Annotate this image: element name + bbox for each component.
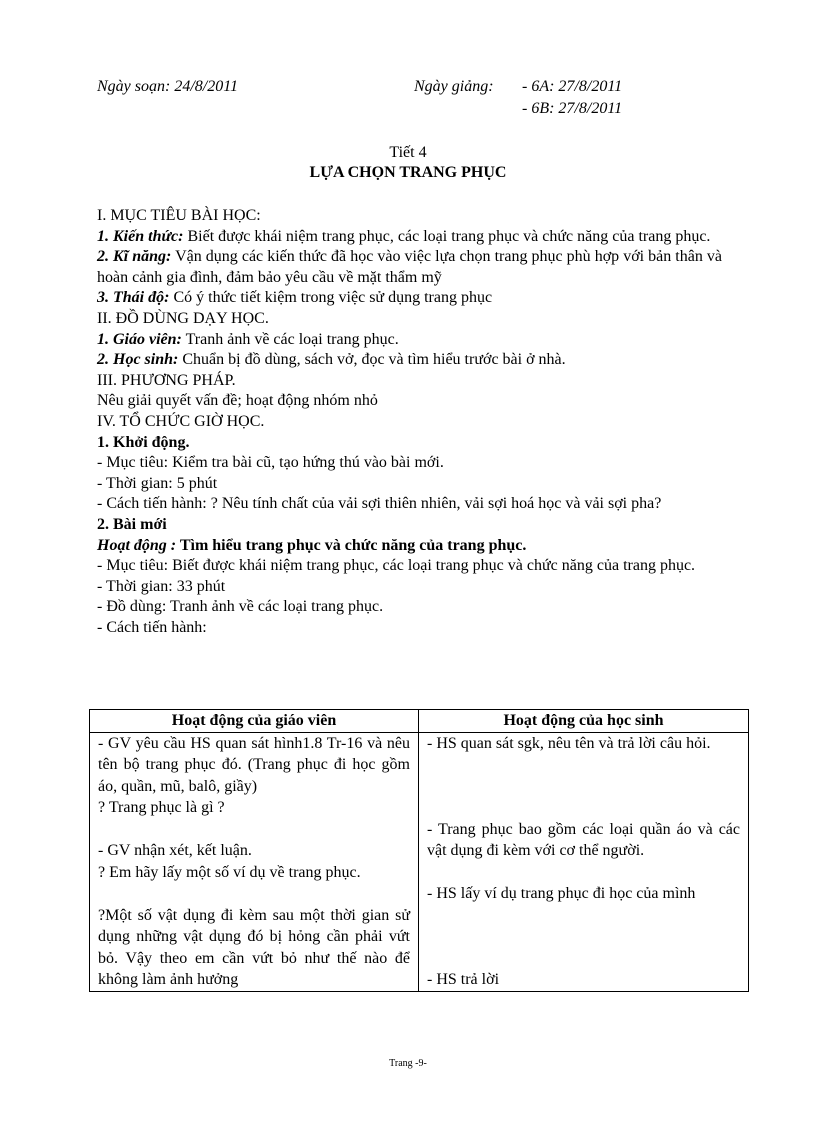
skill-text: Vận dụng các kiến thức đã học vào việc lựa chọn trang phục phù hợp với bản thân và hoàn cảnh gia đình, đảm bảo yêu cầu về mặt thẩm mỹ [97, 248, 722, 286]
knowledge-item [97, 227, 722, 248]
student-step-4: - HS trả lời [427, 971, 500, 988]
col-teacher-header: Hoạt động của giáo viên [90, 710, 419, 733]
teacher-step-1: - GV yêu cầu HS quan sát hình1.8 Tr-16 và nêu tên bộ trang phục đó. (Trang phục đi học gồm áo, quần, mũ, balô, giầy) [98, 734, 410, 795]
activity-time: - Thời gian: 33 phút [97, 577, 226, 595]
student-activity-cell [419, 732, 749, 991]
teacher-activity-cell [90, 732, 419, 991]
teacher-text: Tranh ảnh về các loại trang phục. [181, 330, 399, 348]
teacher-step-5: ?Một số vật dụng đi kèm sau một thời gian sử dụng những vật dụng đó bị hỏng cần phải vứt bỏ. Vậy theo em cần vứt bỏ như thế nào để không làm ảnh hưởng [98, 906, 410, 988]
prep-date: Ngày soạn: 24/8/2011 [97, 78, 239, 95]
activity-materials: - Đồ dùng: Tranh ảnh về các loại trang phục. [97, 598, 384, 616]
attitude-text: Có ý thức tiết kiệm trong việc sử dụng trang phục [169, 289, 493, 307]
col-student-header: Hoạt động của học sinh [419, 710, 749, 733]
knowledge-text: Biết được khái niệm trang phục, các loại trang phục và chức năng của trang phục. [183, 227, 711, 245]
lesson-number: Tiết 4 [389, 144, 427, 161]
teacher-step-3: - GV nhận xét, kết luận. [98, 842, 252, 859]
student-item [97, 350, 722, 371]
student-step-1: - HS quan sát sgk, nêu tên và trả lời câu hỏi. [427, 734, 711, 752]
table-header-row [90, 710, 749, 733]
activity-table [89, 709, 749, 992]
document-body [97, 206, 722, 638]
student-text: Chuẩn bị đồ dùng, sách vở, đọc và tìm hiểu trước bài ở nhà. [178, 351, 566, 369]
activity-title: Tìm hiểu trang phục và chức năng của trang phục. [176, 536, 527, 554]
student-step-2: - Trang phục bao gồm các loại quần áo và các vật dụng đi kèm với cơ thể người. [427, 820, 740, 859]
table-row [90, 732, 749, 991]
teach-date-6b: - 6B: 27/8/2011 [522, 100, 623, 117]
page-number: Trang -9- [389, 1058, 427, 1069]
teacher-step-4: ? Em hãy lấy một số ví dụ về trang phục. [98, 863, 361, 881]
attitude-item [97, 288, 722, 309]
teacher-label: 1. Giáo viên: [97, 330, 182, 348]
new-lesson-heading: 2. Bài mới [97, 515, 167, 533]
warmup-method: - Cách tiến hành: ? Nêu tính chất của vải sợi thiên nhiên, vải sợi hoá học và vải sợi pha? [97, 495, 662, 513]
attitude-label: 3. Thái độ: [97, 289, 170, 307]
section-method-heading: III. PHƯƠNG PHÁP. [97, 371, 236, 389]
knowledge-label: 1. Kiến thức: [97, 227, 184, 245]
activity-goal: - Mục tiêu: Biết được khái niệm trang phục, các loại trang phục và chức năng của trang phục. [97, 557, 696, 575]
section-method-text: Nêu giải quyết vấn đề; hoạt động nhóm nhỏ [97, 392, 378, 410]
activity-method: - Cách tiến hành: [97, 618, 207, 636]
student-label: 2. Học sinh: [97, 351, 179, 369]
skill-label: 2. Kĩ năng: [97, 248, 172, 266]
skill-item [97, 247, 722, 288]
section-objectives-heading: I. MỤC TIÊU BÀI HỌC: [97, 207, 261, 224]
teach-date-6a: - 6A: 27/8/2011 [522, 78, 623, 95]
warmup-heading: 1. Khởi động. [97, 433, 190, 451]
section-materials-heading: II. ĐỒ DÙNG DẠY HỌC. [97, 309, 269, 327]
teach-date-label: Ngày giảng: [414, 78, 494, 95]
activity-heading [97, 536, 722, 557]
warmup-time: - Thời gian: 5 phút [97, 474, 218, 492]
activity-label: Hoạt động : [97, 536, 177, 554]
warmup-goal: - Mục tiêu: Kiểm tra bài cũ, tạo hứng thú vào bài mới. [97, 454, 444, 472]
teacher-step-2: ? Trang phục là gì ? [98, 799, 225, 816]
section-organization-heading: IV. TỔ CHỨC GIỜ HỌC. [97, 412, 265, 430]
student-step-3: - HS lấy ví dụ trang phục đi học của mình [427, 885, 696, 902]
lesson-title: LỰA CHỌN TRANG PHỤC [309, 164, 507, 181]
teacher-item [97, 330, 722, 351]
